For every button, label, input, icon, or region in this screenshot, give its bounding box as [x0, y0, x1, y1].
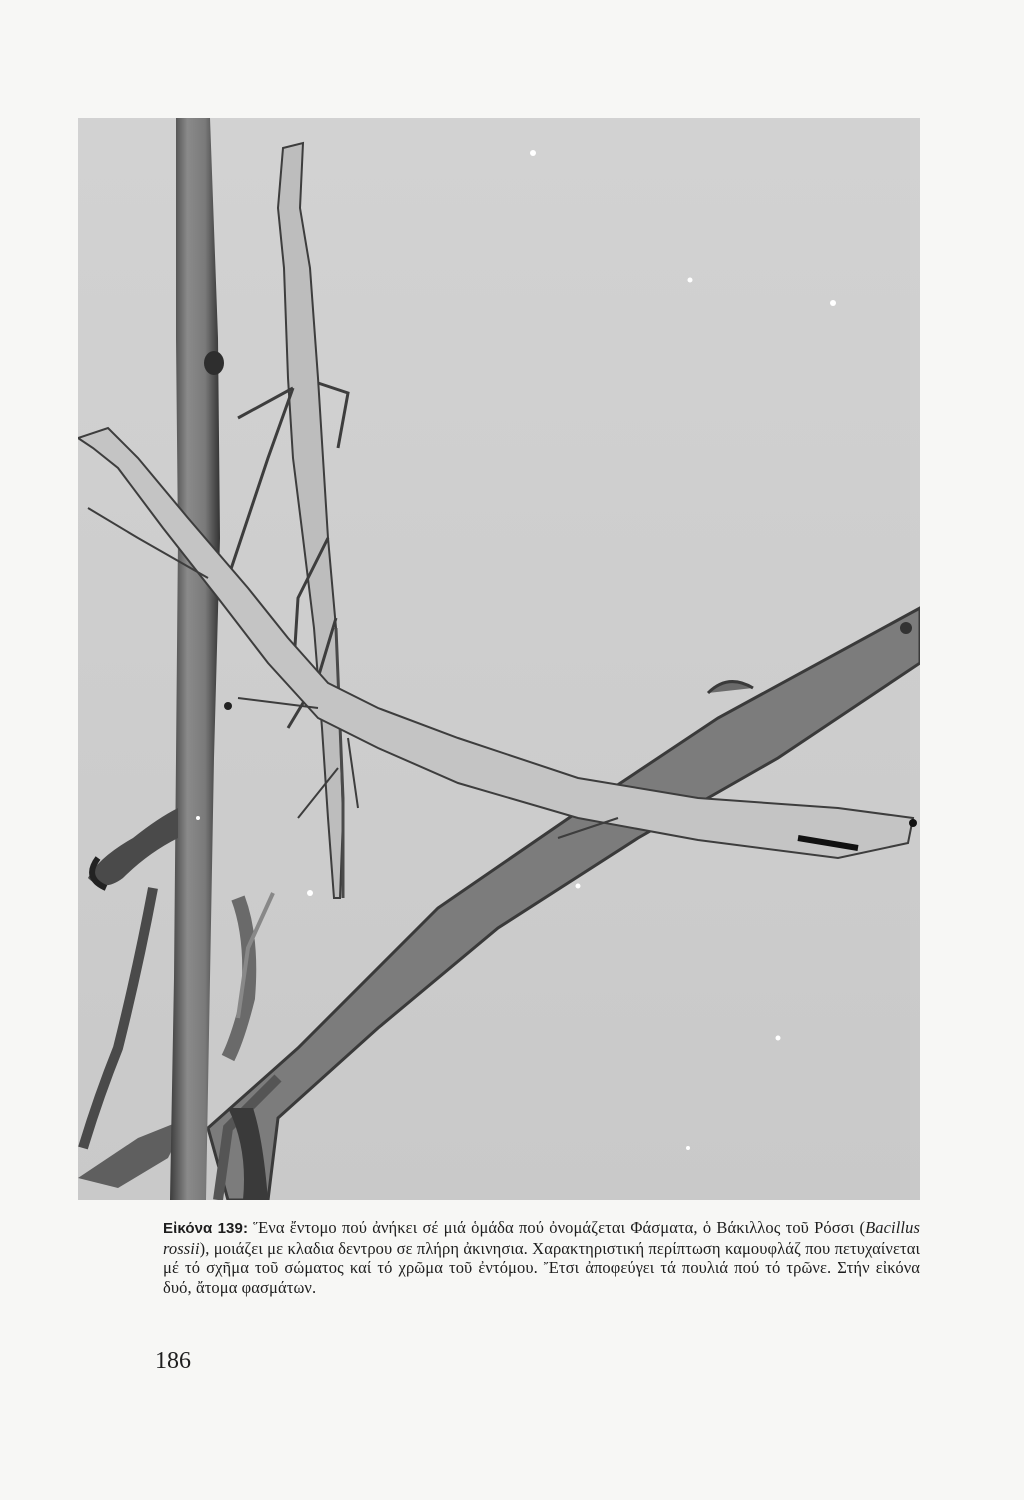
caption-text-2: ), μοιάζει με κλαδια δεντρου σε πλήρη ἀκινησια. Χαρακτηριστική περίπτωση καμουφλάζ που πετυχαίνεται μέ τό σχῆμα τοῦ σώματος καί τό χρῶμα τοῦ ἐντόμου. Ἔτσι ἀποφεύγει τά πουλιά πού τό τρῶνε. Στήν εἰκόνα δυό, ἄτομα φασμάτων. [163, 1238, 920, 1297]
scientific-name: Bacillus rossii [163, 1218, 920, 1258]
caption-text-1: Ἕνα ἔντομο πού ἀνήκει σέ μιά ὁμάδα πού ὀνομάζεται Φάσματα, ὁ Βάκιλλος τοῦ Ρόσσι ( [253, 1218, 866, 1237]
stick-insect-photo [78, 118, 920, 1200]
figure-caption [163, 1218, 920, 1297]
page-number: 186 [155, 1348, 191, 1374]
figure-label: Εἰκόνα 139: [163, 1220, 249, 1237]
